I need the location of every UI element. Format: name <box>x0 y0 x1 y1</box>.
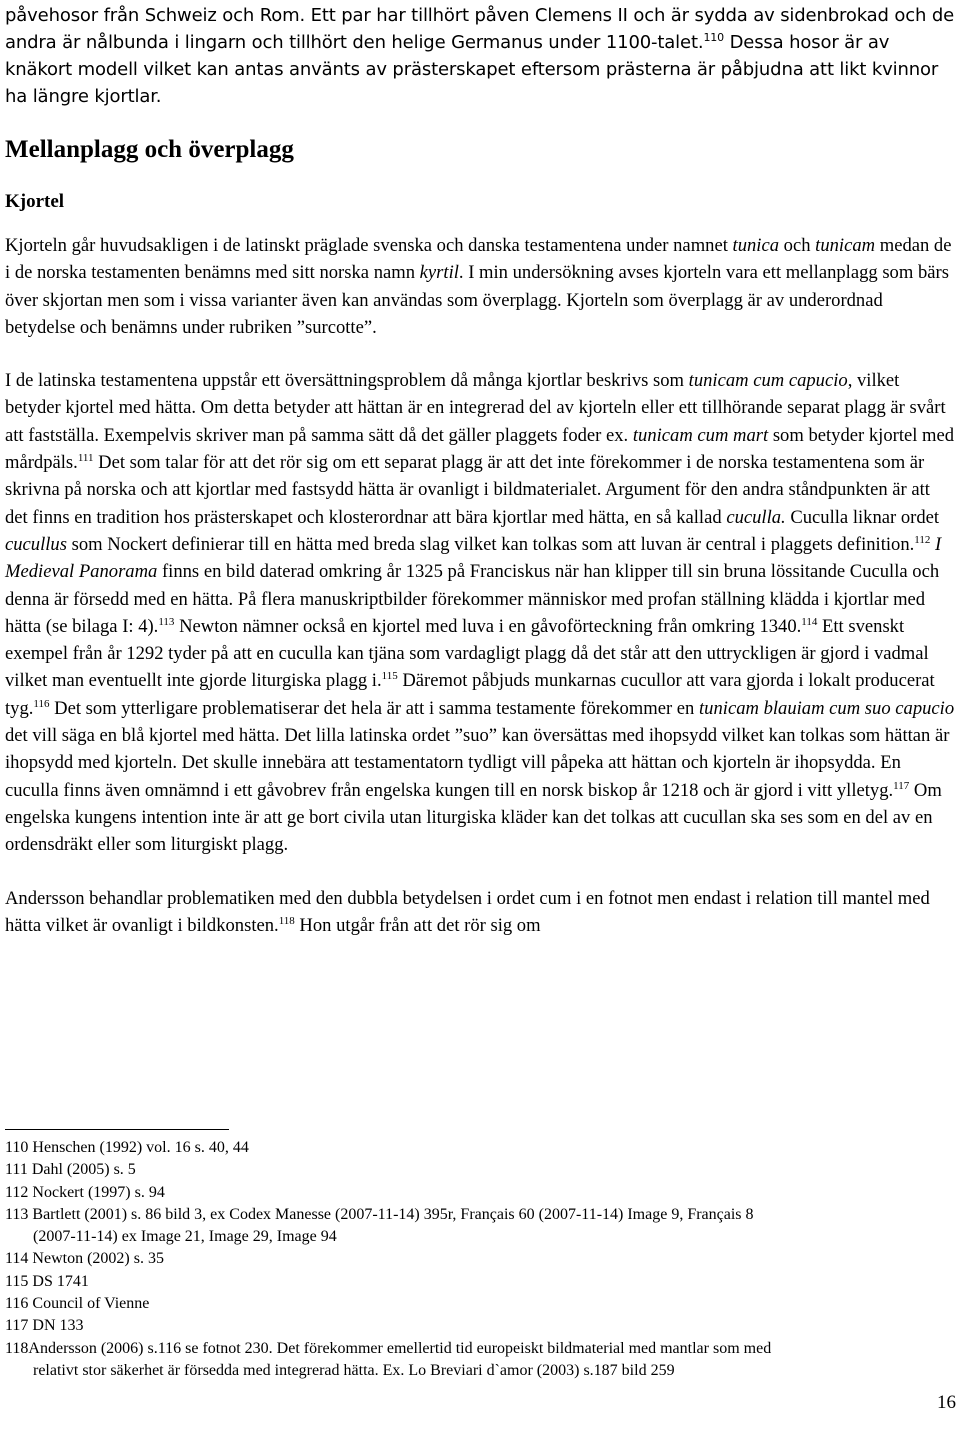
text: medan de i de norska testamenten benämns med sitt norska namn <box>5 235 952 284</box>
footnote-ref-116[interactable]: 116 <box>33 697 50 710</box>
italic-term: tunicam blauiam cum suo capucio <box>699 697 955 719</box>
text: . I min undersökning avses kjorteln vara ett mellanplagg som bärs över skjortan men som i vissa varianter även kan användas som överplagg. Kjorteln som överplagg är av underordnad betydelse och benämns under rubriken ”surcotte”. <box>5 262 949 338</box>
italic-term: tunicam cum capucio <box>688 370 848 392</box>
text: Det som ytterligare problematiserar det hela är att i samma testamente förekommer en <box>49 697 700 719</box>
footnote-ref-117[interactable]: 117 <box>893 779 910 792</box>
footnote-113: 113 Bartlett (2001) s. 86 bild 3, ex Codex Manesse (2007-11-14) 395r, Français 60 (2007-11-14) Image 9, Français 8 <box>5 1205 754 1223</box>
footnote-ref-113[interactable]: 113 <box>158 615 175 628</box>
footnote-ref-111[interactable]: 111 <box>77 452 94 465</box>
footnote-112: 112 Nockert (1997) s. 94 <box>5 1183 165 1201</box>
italic-term: tunicam <box>815 235 876 256</box>
footnote-ref-114[interactable]: 114 <box>801 615 818 628</box>
footnote-118-continued: relativt stor säkerhet är försedda med integrerad hätta. Ex. Lo Breviari d`amor (2003) s.187 bild 259 <box>33 1361 675 1379</box>
text: och <box>779 235 816 256</box>
paragraph-intro <box>5 2 957 110</box>
paragraph-kjortel-1 <box>5 232 957 341</box>
text: som betyder kjortel med mårdpäls. <box>5 424 955 474</box>
text: Cuculla liknar ordet <box>785 506 940 528</box>
text: Andersson behandlar problematiken med den dubbla betydelsen i ordet cum i en fotnot men endast i relation till mantel med hätta vilket är ovanligt i bildkonsten. <box>5 887 930 936</box>
document-page <box>5 2 957 939</box>
text: som Nockert definierar till en hätta med breda slag vilket kan tolkas som att luvan är central i plaggets definition. <box>66 533 915 555</box>
paragraph-kjortel-2 <box>5 367 957 858</box>
footnote-115: 115 DS 1741 <box>5 1272 89 1290</box>
text: I de latinska testamentena uppstår ett översättningsproblem då många kjortlar beskrivs som <box>5 370 689 392</box>
text: Ett svenskt exempel från år 1292 tyder på att en cuculla kan tjäna som vardagligt plagg då det står att den uttryckligen är gjord i vadmal vilket man eventuellt inte gjorde liturgiska plagg i. <box>5 615 929 692</box>
text: Om engelska kungens intention inte är att ge bort civila utan liturgiska kläder kan det tolkas att cucullan ska ses som en del av en ordensdräkt eller som liturgiskt plagg. <box>5 779 942 856</box>
text: Kjorteln går huvudsakligen i de latinskt präglade svenska och danska testamentena under namnet <box>5 235 733 256</box>
text: Däremot påbjuds munkarnas cucullor att vara gjorda i lokalt producerat tyg. <box>5 670 935 719</box>
footnote-ref-115[interactable]: 115 <box>381 670 398 683</box>
text: det vill säga en blå kjortel med hätta. Det lilla latinska ordet ”suo” kan översättas med ihopsydd vilket kan tolkas som hättan är ihopsydd med kjorteln. Det skulle innebära att testamentatorn tydligt vill påpeka att hättan och kjorteln är ihopsydda. En cuculla finns även omnämnd i ett gåvobrev från engelska kungen till en norsk biskop år 1218 och är gjord i vitt ylletyg. <box>5 725 950 801</box>
italic-term: kyrtil <box>419 262 459 284</box>
footnotes <box>5 1137 957 1382</box>
footnote-ref-112[interactable]: 112 <box>914 533 931 546</box>
footnote-111: 111 Dahl (2005) s. 5 <box>5 1161 136 1179</box>
italic-term: tunicam cum mart <box>632 424 769 446</box>
footnote-ref-110[interactable]: 110 <box>703 31 724 44</box>
footnote-separator <box>5 1129 229 1130</box>
italic-term: cucullus <box>5 533 67 555</box>
page-number: 16 <box>937 1392 956 1413</box>
text: Hon utgår från att det rör sig om <box>294 914 541 936</box>
footnote-114: 114 Newton (2002) s. 35 <box>5 1250 164 1268</box>
text: Det som talar för att det rör sig om ett separat plagg är att det inte förekommer i de norska testamentena som är skrivna på norska och att kjortlar med fastsydd hätta är ovanligt i bildmaterialet. Argument för den andra ståndpunkten är att det finns en tradition hos prästerskapet och klosterordnar att bära kjortlar med hätta, en så kallad <box>5 452 930 528</box>
text: Newton nämner också en kjortel med luva i en gåvoförteckning från omkring 1340. <box>174 615 802 637</box>
italic-title: I Medieval Panorama <box>5 533 942 583</box>
text: finns en bild daterad omkring år 1325 på Franciskus när han klipper till sin bruna lössitande Cuculla och denna är försedd med en hätta. På flera manuskriptbilder förekommer människor med profan ställning klädda i kjortlar med hätta (se bilaga I: 4). <box>5 561 940 637</box>
footnote-113-continued: (2007-11-14) ex Image 21, Image 29, Image 94 <box>33 1228 337 1246</box>
italic-term: tunica <box>732 235 780 256</box>
text: , vilket betyder kjortel med hätta. Om detta betyder att hättan är en integrerad del av kjorteln eller ett tillhörande separat plagg är svårt att fastställa. Exempelvis skriver man på samma sätt då det gäller plaggets foder ex. <box>5 370 946 446</box>
italic-term: cuculla. <box>726 506 786 528</box>
text: Dessa hosor är av knäkort modell vilket kan antas använts av prästerskapet eftersom prästerna är påbjudna att likt kvinnor ha längre kjortlar. <box>5 32 939 107</box>
section-heading: Mellanplagg och överplagg <box>5 136 294 163</box>
footnote-117: 117 DN 133 <box>5 1317 84 1335</box>
footnote-118: 118Andersson (2006) s.116 se fotnot 230. Det förekommer emellertid tid europeiskt bildmaterial med mantlar som med <box>5 1339 772 1357</box>
subsection-heading: Kjortel <box>5 191 65 212</box>
footnote-ref-118[interactable]: 118 <box>278 914 295 927</box>
text: påvehosor från Schweiz och Rom. Ett par har tillhört påven Clemens II och är sydda av sidenbrokad och de andra är nålbunda i lingarn och tillhört den helige Germanus under 1100-talet. <box>5 5 955 53</box>
paragraph-andersson <box>5 885 957 940</box>
footnote-110: 110 Henschen (1992) vol. 16 s. 40, 44 <box>5 1139 249 1156</box>
footnote-116: 116 Council of Vienne <box>5 1295 150 1313</box>
